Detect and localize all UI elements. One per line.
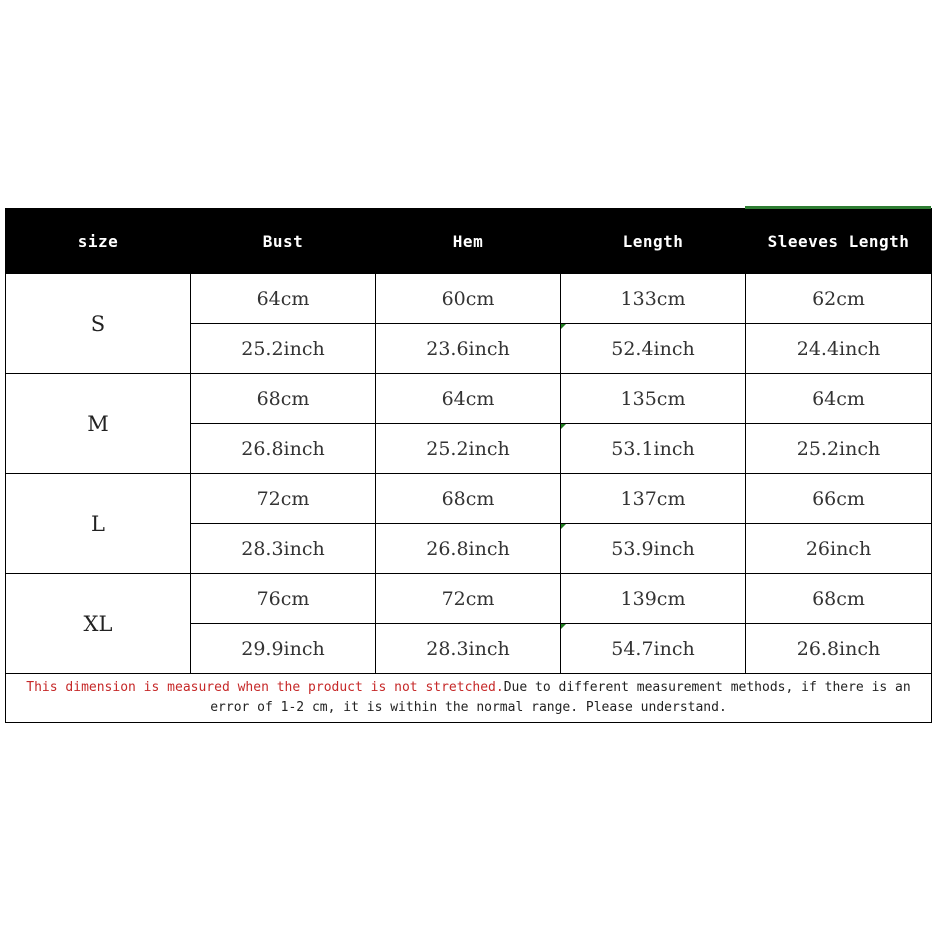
bust-cm: 68cm bbox=[191, 374, 376, 424]
sleeves-cm: 66cm bbox=[746, 474, 932, 524]
length-cm: 139cm bbox=[561, 574, 746, 624]
note-red-text: This dimension is measured when the product is not stretched. bbox=[26, 680, 504, 695]
bust-cm: 72cm bbox=[191, 474, 376, 524]
sleeves-cm: 62cm bbox=[746, 274, 932, 324]
note-row bbox=[6, 674, 932, 723]
header-row bbox=[6, 209, 932, 274]
hem-cm: 60cm bbox=[376, 274, 561, 324]
table-row bbox=[6, 474, 932, 524]
note-black-text: Due to different measurement methods, if there is an error of 1-2 cm, it is within the normal range. Please understand. bbox=[210, 680, 911, 715]
length-inch: 53.9inch bbox=[561, 524, 746, 574]
hem-inch: 26.8inch bbox=[376, 524, 561, 574]
hem-inch: 25.2inch bbox=[376, 424, 561, 474]
bust-cm: 76cm bbox=[191, 574, 376, 624]
bust-inch: 26.8inch bbox=[191, 424, 376, 474]
length-cm: 137cm bbox=[561, 474, 746, 524]
sleeves-cm: 64cm bbox=[746, 374, 932, 424]
sleeves-cm: 68cm bbox=[746, 574, 932, 624]
size-chart bbox=[5, 208, 931, 723]
bust-inch: 28.3inch bbox=[191, 524, 376, 574]
hem-cm: 72cm bbox=[376, 574, 561, 624]
hem-cm: 68cm bbox=[376, 474, 561, 524]
size-label: XL bbox=[6, 574, 191, 674]
hem-inch: 23.6inch bbox=[376, 324, 561, 374]
green-accent-line bbox=[745, 206, 931, 209]
hem-inch: 28.3inch bbox=[376, 624, 561, 674]
bust-inch: 25.2inch bbox=[191, 324, 376, 374]
header-bust: Bust bbox=[191, 209, 376, 274]
length-cm: 133cm bbox=[561, 274, 746, 324]
length-cm: 135cm bbox=[561, 374, 746, 424]
size-table bbox=[5, 208, 932, 723]
table-row bbox=[6, 274, 932, 324]
header-length: Length bbox=[561, 209, 746, 274]
header-hem: Hem bbox=[376, 209, 561, 274]
length-inch: 52.4inch bbox=[561, 324, 746, 374]
sleeves-inch: 24.4inch bbox=[746, 324, 932, 374]
sleeves-inch: 26.8inch bbox=[746, 624, 932, 674]
table-row bbox=[6, 374, 932, 424]
size-label: M bbox=[6, 374, 191, 474]
sleeves-inch: 26inch bbox=[746, 524, 932, 574]
bust-inch: 29.9inch bbox=[191, 624, 376, 674]
hem-cm: 64cm bbox=[376, 374, 561, 424]
size-label: L bbox=[6, 474, 191, 574]
length-inch: 53.1inch bbox=[561, 424, 746, 474]
length-inch: 54.7inch bbox=[561, 624, 746, 674]
size-label: S bbox=[6, 274, 191, 374]
table-row bbox=[6, 574, 932, 624]
measurement-note bbox=[6, 674, 932, 723]
header-size: size bbox=[6, 209, 191, 274]
sleeves-inch: 25.2inch bbox=[746, 424, 932, 474]
header-sleeves-length: Sleeves Length bbox=[746, 209, 932, 274]
bust-cm: 64cm bbox=[191, 274, 376, 324]
